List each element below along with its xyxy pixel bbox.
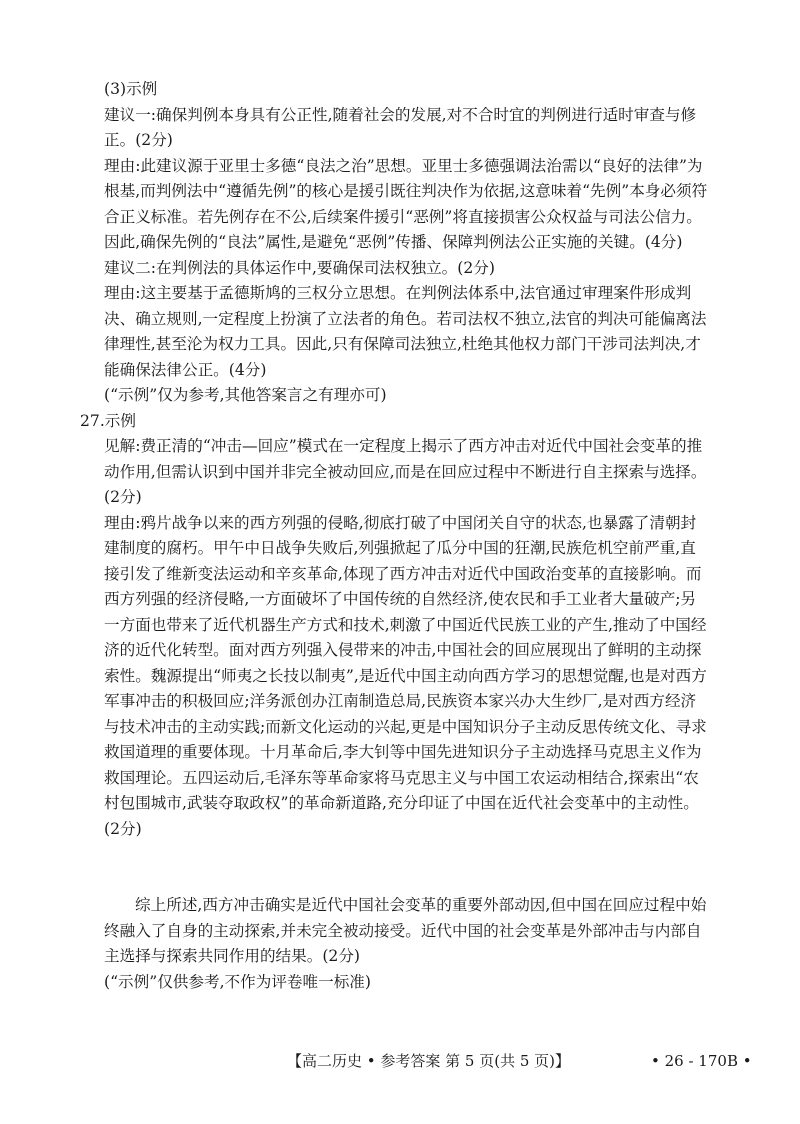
footer-code: • 26 - 170B • (651, 1052, 752, 1070)
question-27-line: 西方列强的经济侵略,一方面破坏了中国传统的自然经济,使农民和手工业者大量破产;另 (104, 590, 697, 608)
question-27-line: 索性。魏源提出“师夷之长技以制夷”,是近代中国主动向西方学习的思想觉醒,也是对西方 (104, 666, 707, 685)
question-27-summary-line: 主选择与探索共同作用的结果。(2分) (104, 947, 360, 965)
question-27-summary-line: 终融入了自身的主动探索,并未完全被动接受。近代中国的社会变革是外部冲击与内部自 (104, 921, 702, 940)
question-27-line: 见解:费正清的“冲击—回应”模式在一定程度上揭示了西方冲击对近代中国社会变革的推 (104, 437, 703, 455)
question-27-line: 救国道理的重要体现。十月革命后,李大钊等中国先进知识分子主动选择马克思主义作为 (104, 743, 702, 761)
question-27-line: 接引发了维新变法运动和辛亥革命,体现了西方冲击对近代中国政治变革的直接影响。而 (104, 564, 702, 583)
section-3-heading: (3)示例 (104, 80, 158, 98)
section-3-line: 决、确立规则,一定程度上扮演了立法者的角色。若司法权不独立,法官的判决可能偏离法 (104, 309, 707, 328)
question-27-heading: 27.示例 (80, 411, 136, 430)
question-27-note: (“示例”仅供参考,不作为评卷唯一标准) (104, 972, 371, 991)
question-27-line: 理由:鸦片战争以来的西方列强的侵略,彻底打破了中国闭关自守的状态,也暴露了清朝封 (104, 513, 697, 532)
question-27-line: 与技术冲击的主动实践;而新文化运动的兴起,更是中国知识分子主动反思传统文化、寻求 (104, 717, 707, 736)
question-27-line: (2分) (104, 488, 142, 506)
question-27 (80, 409, 728, 996)
question-27-line (104, 842, 728, 868)
section-3-line: 理由:这主要基于孟德斯鸠的三权分立思想。在判例法体系中,法官通过审理案件形成判 (104, 284, 692, 302)
question-27-line: 救国理论。五四运动后,毛泽东等革命家将马克思主义与中国工农运动相结合,探索出“农 (104, 768, 699, 787)
question-27-line: 建制度的腐朽。甲午中日战争失败后,列强掀起了瓜分中国的狂潮,民族危机空前严重,直 (104, 539, 696, 557)
footer-page-info: 【高二历史 • 参考答案 第 5 页(共 5 页)】 (287, 1052, 571, 1070)
section-3-line: 建议二:在判例法的具体运作中,要确保司法权独立。(2分) (104, 258, 495, 277)
question-27-line: 军事冲击的积极回应;洋务派创办江南制造总局,民族资本家兴办大生纱厂,是对西方经济 (104, 692, 697, 710)
question-27-line: 村包围城市,武装夺取政权”的革命新道路,充分印证了中国在近代社会变革中的主动性。 (104, 794, 699, 812)
section-3-note: (“示例”仅为参考,其他答案言之有理亦可) (104, 386, 387, 404)
question-27-summary-line: 综上所述,西方冲击确实是近代中国社会变革的重要外部动因,但中国在回应过程中始 (135, 896, 707, 914)
question-27-line: (2分) (104, 819, 142, 838)
section-3 (104, 77, 728, 409)
section-3-line: 律理性,甚至沦为权力工具。因此,只有保障司法独立,杜绝其他权力部门干涉司法判决,才 (104, 335, 701, 353)
section-3-line: 根基,而判例法中“遵循先例”的核心是援引既往判决作为依据,这意味着“先例”本身必须符 (104, 182, 708, 200)
question-27-line: 一方面也带来了近代机器生产方式和技术,刺激了中国近代民族工业的产生,推动了中国经 (104, 615, 707, 634)
section-3-line: 合正义标准。若先例存在不公,后续案件援引“恶例”将直接损害公众权益与司法公信力。 (104, 207, 702, 226)
section-3-line: 建议一:确保判例本身具有公正性,随着社会的发展,对不合时宜的判例进行适时审查与修 (104, 105, 697, 124)
section-3-line: 正。(2分) (104, 131, 173, 149)
question-27-line: 动作用,但需认识到中国并非完全被动回应,而是在回应过程中不断进行自主探索与选择。 (104, 462, 707, 481)
question-27-line (104, 868, 728, 894)
section-3-line: 理由:此建议源于亚里士多德“良法之治”思想。亚里士多德强调法治需以“良好的法律”为 (104, 156, 703, 175)
section-3-line: 因此,确保先例的“良法”属性,是避免“恶例”传播、保障判例法公正实施的关键。(4分) (104, 233, 683, 251)
answer-content (80, 77, 728, 995)
page-footer (0, 1049, 800, 1073)
question-27-line: 济的近代化转型。面对西方列强入侵带来的冲击,中国社会的回应展现出了鲜明的主动探 (104, 641, 702, 659)
section-3-line: 能确保法律公正。(4分) (104, 360, 267, 379)
